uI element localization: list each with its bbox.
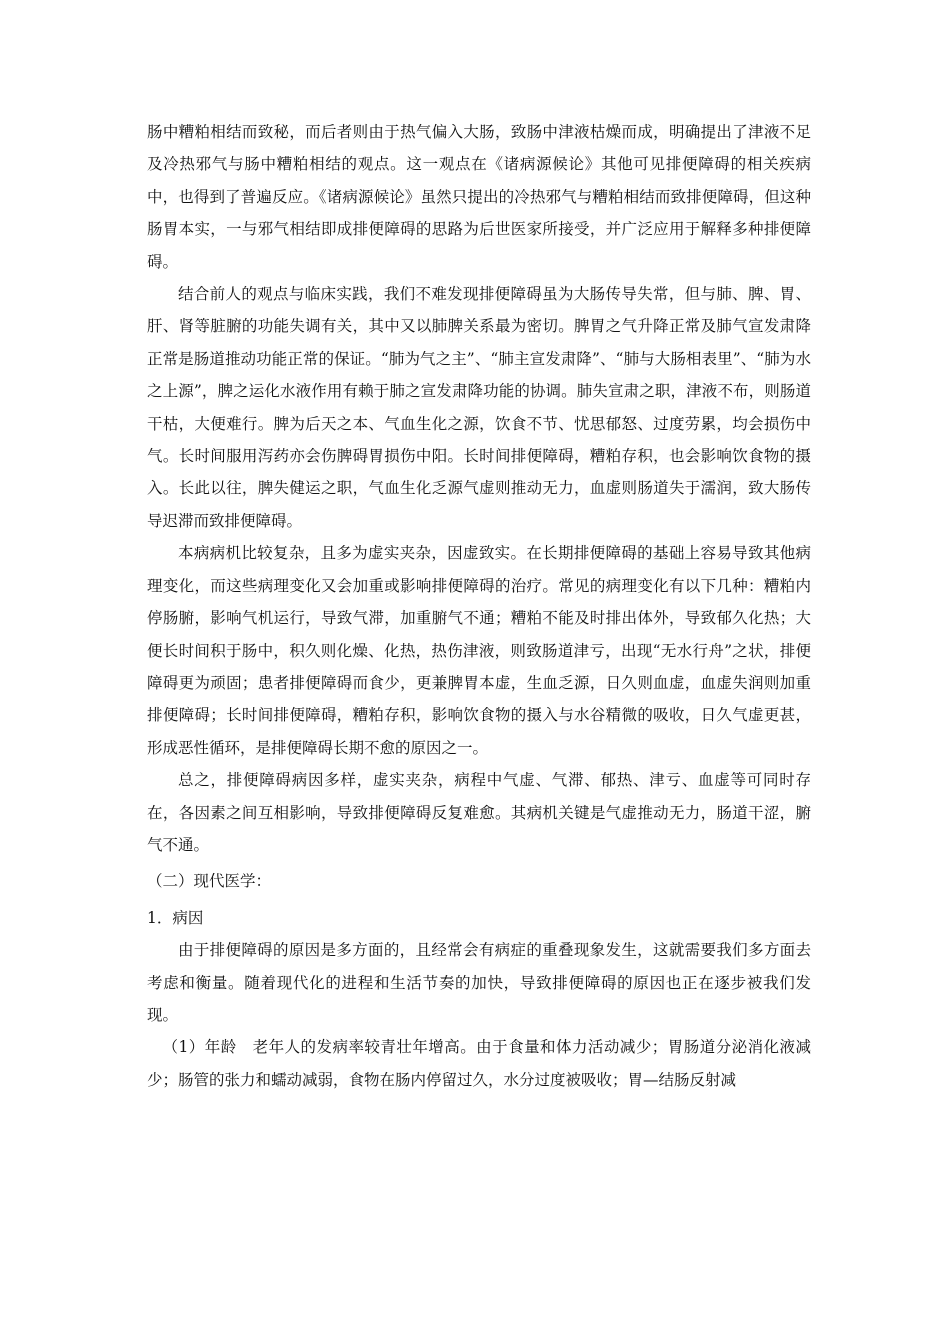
paragraph-3: 本病病机比较复杂，且多为虚实夹杂，因虚致实。在长期排便障碍的基础上容易导致其他病理变化，而这些病理变化又会加重或影响排便障碍的治疗。常见的病理变化有以下几种：糟粕内停肠腑，影响气机运行，导致气滞，加重腑气不通；糟粕不能及时排出体外，导致郁久化热；大便长时间积于肠中，积久则化燥、化热，热伤津液，则致肠道津亏，出现“无水行舟”之状，排便障碍更为顽固；患者排便障碍而食少，更兼脾胃本虚，生血乏源，日久则血虚，血虚失润则加重排便障碍；长时间排便障碍，糟粕存积，影响饮食物的摄入与水谷精微的吸收，日久气虚更甚，形成恶性循环，是排便障碍长期不愈的原因之一。 — [147, 544, 811, 757]
intro-paragraph: 由于排便障碍的原因是多方面的，且经常会有病症的重叠现象发生，这就需要我们多方面去考虑和衡量。随着现代化的进程和生活节奏的加快，导致排便障碍的原因也正在逐步被我们发现。 — [147, 941, 811, 1024]
paragraph-1: 肠中糟粕相结而致秘，而后者则由于热气偏入大肠，致肠中津液枯燥而成，明确提出了津液不足及冷热邪气与肠中糟粕相结的观点。这一观点在《诸病源候论》其他可见排便障碍的相关疾病中，也得到了普遍反应。《诸病源候论》虽然只提出的冷热邪气与糟粕相结而致排便障碍，但这种肠胃本实，一与邪气相结即成排便障碍的思路为后世医家所接受，并广泛应用于解释多种排便障碍。 — [147, 123, 811, 271]
section-heading: （二）现代医学： — [147, 872, 272, 891]
subsection-heading: 1．病因 — [147, 908, 204, 927]
paragraph-4: 总之，排便障碍病因多样，虚实夹杂，病程中气虚、气滞、郁热、津亏、血虚等可同时存在，各因素之间互相影响，导致排便障碍反复难愈。其病机关键是气虚推动无力，肠道干涩，腑气不通。 — [147, 771, 811, 854]
item-paragraph: （1）年龄 老年人的发病率较青壮年增高。由于食量和体力活动减少；胃肠道分泌消化液减少；肠管的张力和蠕动减弱，食物在肠内停留过久，水分过度被吸收；胃—结肠反射减 — [147, 1038, 811, 1089]
document-page — [147, 116, 811, 1096]
paragraph-2: 结合前人的观点与临床实践，我们不难发现排便障碍虽为大肠传导失常，但与肺、脾、胃、肝、肾等脏腑的功能失调有关，其中又以肺脾关系最为密切。脾胃之气升降正常及肺气宣发肃降正常是肠道推动功能正常的保证。“肺为气之主”、“肺主宣发肃降”、“肺与大肠相表里”、“肺为水之上源”，脾之运化水液作用有赖于肺之宣发肃降功能的协调。肺失宣肃之职，津液不布，则肠道干枯，大便难行。脾为后天之本、气血生化之源，饮食不节、忧思郁怒、过度劳累，均会损伤中气。长时间服用泻药亦会伤脾碍胃损伤中阳。长时间排便障碍，糟粕存积，也会影响饮食物的摄入。长此以往，脾失健运之职，气血生化乏源气虚则推动无力，血虚则肠道失于濡润，致大肠传导迟滞而致排便障碍。 — [147, 285, 811, 530]
